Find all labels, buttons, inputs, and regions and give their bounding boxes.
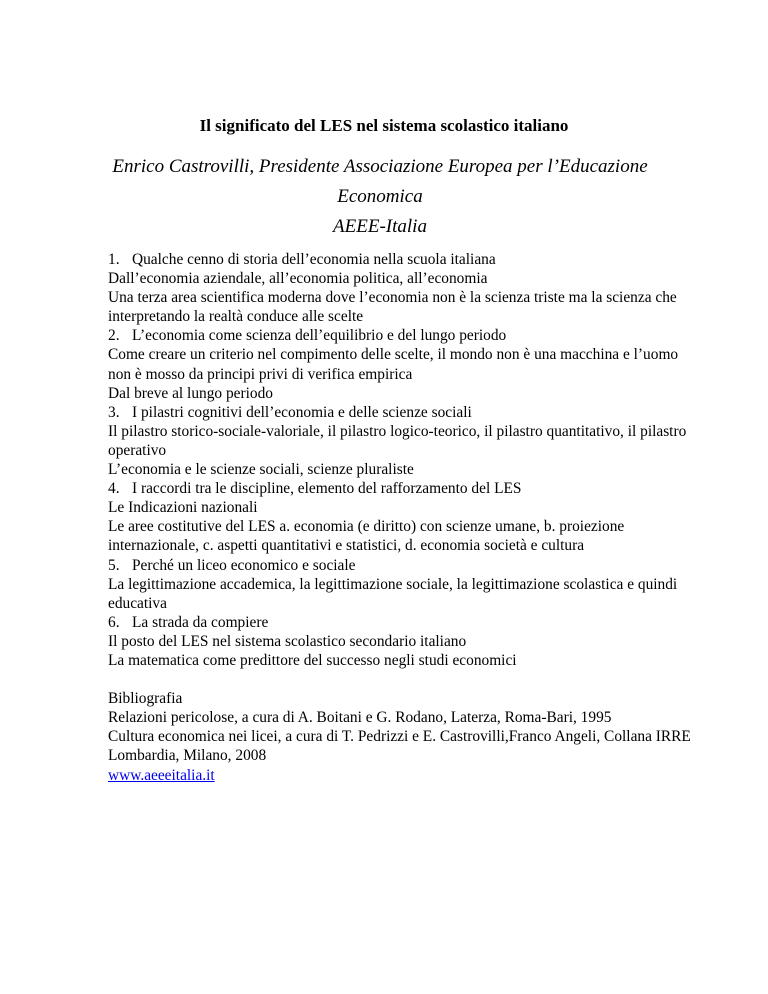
body-line: La matematica come predittore del successo negli studi economici (108, 651, 517, 669)
bibliography-section (108, 689, 728, 784)
author-line: Enrico Castrovilli, Presidente Associazione Europea per l’Educazione Economica (112, 156, 648, 207)
section-heading (108, 403, 728, 422)
section-number: 3. (108, 403, 120, 421)
body-line: internazionale, c. aspetti quantitativi e statistici, d. economia società e cultura (108, 537, 585, 555)
section-heading (108, 556, 728, 575)
document-title: Il significato del LES nel sistema scolastico italiano (199, 116, 569, 135)
body-line: Dall’economia aziendale, all’economia politica, all’economia (108, 270, 488, 288)
bibliography-entry: Relazioni pericolose, a cura di A. Boitani e G. Rodano, Laterza, Roma-Bari, 1995 (108, 709, 612, 727)
bibliography-heading: Bibliografia (108, 690, 183, 708)
section-title: I raccordi tra le discipline, elemento del rafforzamento del LES (132, 480, 522, 498)
body-line: operativo (108, 441, 167, 459)
organization-line: AEEE-Italia (333, 216, 427, 237)
body-line: Le aree costitutive del LES a. economia (e diritto) con scienze umane, b. proiezione (108, 518, 625, 536)
body-line: Le Indicazioni nazionali (108, 499, 258, 517)
body-line: Una terza area scientifica moderna dove l’economia non è la scienza triste ma la scienza che (108, 289, 677, 307)
section-heading (108, 250, 728, 269)
bibliography-entry: Lombardia, Milano, 2008 (108, 747, 267, 765)
body-line: Il pilastro storico-sociale-valoriale, il pilastro logico-teorico, il pilastro quantitativo, il pilastro (108, 422, 687, 440)
section-heading (108, 326, 728, 345)
body-line: L’economia e le scienze sociali, scienze pluraliste (108, 461, 414, 479)
bibliography-entry: Cultura economica nei licei, a cura di T. Pedrizzi e E. Castrovilli,Franco Angeli, Collana IRRE (108, 728, 691, 746)
body-line: Il posto del LES nel sistema scolastico secondario italiano (108, 632, 467, 650)
section-number: 4. (108, 480, 120, 498)
body-line: educativa (108, 594, 167, 612)
section-title: I pilastri cognitivi dell’economia e delle scienze sociali (132, 403, 472, 421)
outline-list (108, 250, 728, 670)
section-title: Qualche cenno di storia dell’economia nella scuola italiana (132, 251, 496, 268)
section-heading (108, 613, 728, 632)
body-line: Come creare un criterio nel compimento delle scelte, il mondo non è una macchina e l’uomo (108, 346, 679, 364)
body-line: La legittimazione accademica, la legittimazione sociale, la legittimazione scolastica e quindi (108, 575, 678, 593)
document-body (108, 250, 728, 785)
author-block (90, 152, 670, 242)
section-title: La strada da compiere (132, 613, 269, 631)
section-number: 1. (108, 251, 120, 268)
section-number: 6. (108, 613, 120, 631)
section-title: Perché un liceo economico e sociale (132, 556, 356, 574)
section-title: L’economia come scienza dell’equilibrio e del lungo periodo (132, 327, 507, 345)
section-number: 5. (108, 556, 120, 574)
paragraph-spacer (108, 670, 728, 689)
body-line: non è mosso da principi privi di verifica empirica (108, 365, 413, 383)
section-number: 2. (108, 327, 120, 345)
section-heading (108, 479, 728, 498)
body-line: interpretando la realtà conduce alle scelte (108, 308, 364, 326)
website-link[interactable]: www.aeeeitalia.it (108, 766, 215, 784)
body-line: Dal breve al lungo periodo (108, 384, 273, 402)
